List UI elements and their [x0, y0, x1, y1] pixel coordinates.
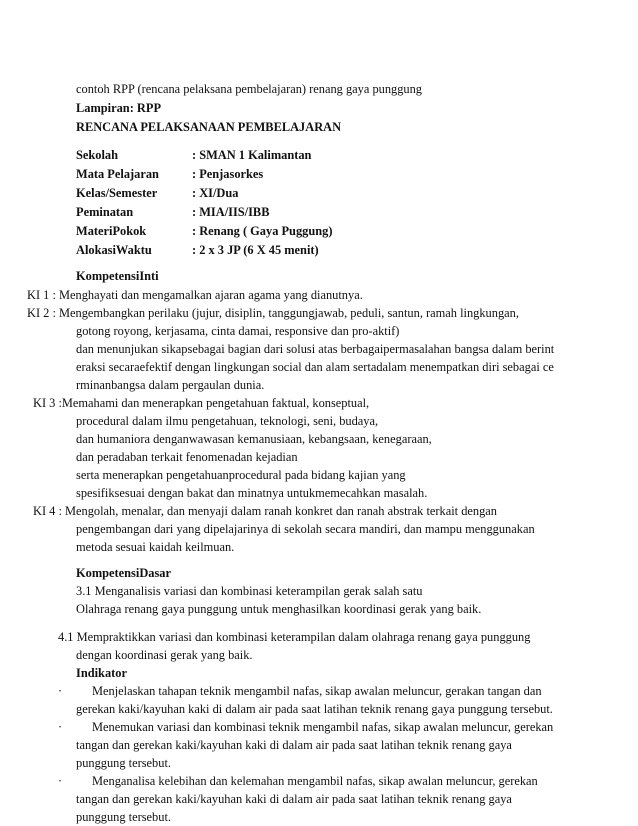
ki4-line: metoda sesuai kaidah keilmuan. [76, 540, 235, 554]
indikator-line: Menganalisa kelebihan dan kelemahan mengambil nafas, sikap awalan meluncur, gerekan [92, 774, 538, 788]
ki3-line: spesifiksesuai dengan bakat dan minatnya untukmemecahkan masalah. [76, 486, 428, 500]
ki3-line: dan humaniora denganwawasan kemanusiaan, kebangsaan, kenegaraan, [76, 432, 432, 446]
indikator-line: punggung tersebut. [76, 810, 171, 824]
ki4-line: KI 4 : Mengolah, menalar, dan menyaji dalam ranah konkret dan ranah abstrak terkait dengan [33, 504, 497, 518]
info-row-materi [76, 224, 332, 239]
ki4-line: pengembangan dari yang dipelajarinya di sekolah secara mandiri, dan mampu menggunakan [76, 522, 535, 536]
ki3-line: KI 3 :Memahami dan menerapkan pengetahuan faktual, konseptual, [33, 396, 370, 410]
document-title: RENCANA PELAKSANAAN PEMBELAJARAN [76, 120, 342, 134]
ki2-line: gotong royong, kerjasama, cinta damai, responsive dan pro-aktif) [76, 324, 400, 338]
ki3-line: procedural dalam ilmu pengetahuan, teknologi, seni, budaya, [76, 414, 379, 428]
ki2-line: eraksi secaraefektif dengan lingkungan social dan alam sertadalam menempatkan diri sebagai ce [76, 360, 554, 374]
lampiran-label: Lampiran: RPP [76, 101, 162, 115]
info-label: Kelas/Semester [76, 186, 158, 200]
ki2-line: rminanbangsa dalam pergaulan dunia. [76, 378, 265, 392]
info-value: : Renang ( Gaya Puggung) [192, 224, 333, 238]
kd-heading: KompetensiDasar [76, 566, 171, 580]
kd31-line: Olahraga renang gaya punggung untuk menghasilkan koordinasi gerak yang baik. [76, 602, 482, 616]
indikator-line: tangan dan gerekan kaki/kayuhan kaki di dalam air pada saat latihan teknik renang gaya [76, 738, 512, 752]
info-label: Peminatan [76, 205, 134, 219]
ki2-line: dan menunjukan sikapsebagai bagian dari solusi atas berbagaipermasalahan bangsa dalam berint [76, 342, 555, 356]
kd41-line: dengan koordinasi gerak yang baik. [76, 648, 253, 662]
document-caption: contoh RPP (rencana pelaksana pembelajaran) renang gaya punggung [76, 82, 423, 96]
ki3-line: dan peradaban terkait fenomenadan kejadian [76, 450, 298, 464]
info-value: : SMAN 1 Kalimantan [192, 148, 312, 162]
indikator-line: Menjelaskan tahapan teknik mengambil nafas, sikap awalan meluncur, gerakan tangan dan [92, 684, 542, 698]
ki2-line: KI 2 : Mengembangkan perilaku (jujur, disiplin, tanggungjawab, peduli, santun, ramah lingkungan, [27, 306, 519, 320]
info-row-peminatan [76, 205, 269, 220]
bullet-dot: · [58, 774, 63, 788]
info-label: MateriPokok [76, 224, 147, 238]
ki1-text: KI 1 : Menghayati dan mengamalkan ajaran agama yang dianutnya. [27, 288, 363, 302]
info-value: : 2 x 3 JP (6 X 45 menit) [192, 243, 319, 257]
kd41-line: 4.1 Mempraktikkan variasi dan kombinasi keterampilan dalam olahraga renang gaya punggung [58, 630, 531, 644]
info-value: : Penjasorkes [192, 167, 264, 181]
bullet-dot: · [58, 720, 63, 734]
info-row-mapel [76, 167, 263, 182]
info-row-sekolah [76, 148, 311, 163]
indikator-heading: Indikator [76, 666, 127, 680]
ki3-line: serta menerapkan pengetahuanprocedural pada bidang kajian yang [76, 468, 406, 482]
ki-heading: KompetensiInti [76, 269, 159, 283]
indikator-line: Menemukan variasi dan kombinasi teknik mengambil nafas, sikap awalan meluncur, gerekan [92, 720, 554, 734]
kd31-line: 3.1 Menganalisis variasi dan kombinasi keterampilan gerak salah satu [76, 584, 423, 598]
indikator-line: tangan dan gerekan kaki/kayuhan kaki di dalam air pada saat latihan teknik renang gaya [76, 792, 512, 806]
info-label: AlokasiWaktu [76, 243, 152, 257]
indikator-line: gerekan kaki/kayuhan kaki di dalam air pada saat latihan teknik renang gaya punggung tersebut. [76, 702, 553, 716]
info-value: : MIA/IIS/IBB [192, 205, 270, 219]
info-row-alokasi [76, 243, 319, 258]
info-value: : XI/Dua [192, 186, 239, 200]
info-row-kelas [76, 186, 238, 201]
indikator-line: punggung tersebut. [76, 756, 171, 770]
bullet-dot: · [58, 684, 63, 698]
info-label: Sekolah [76, 148, 119, 162]
info-label: Mata Pelajaran [76, 167, 159, 181]
